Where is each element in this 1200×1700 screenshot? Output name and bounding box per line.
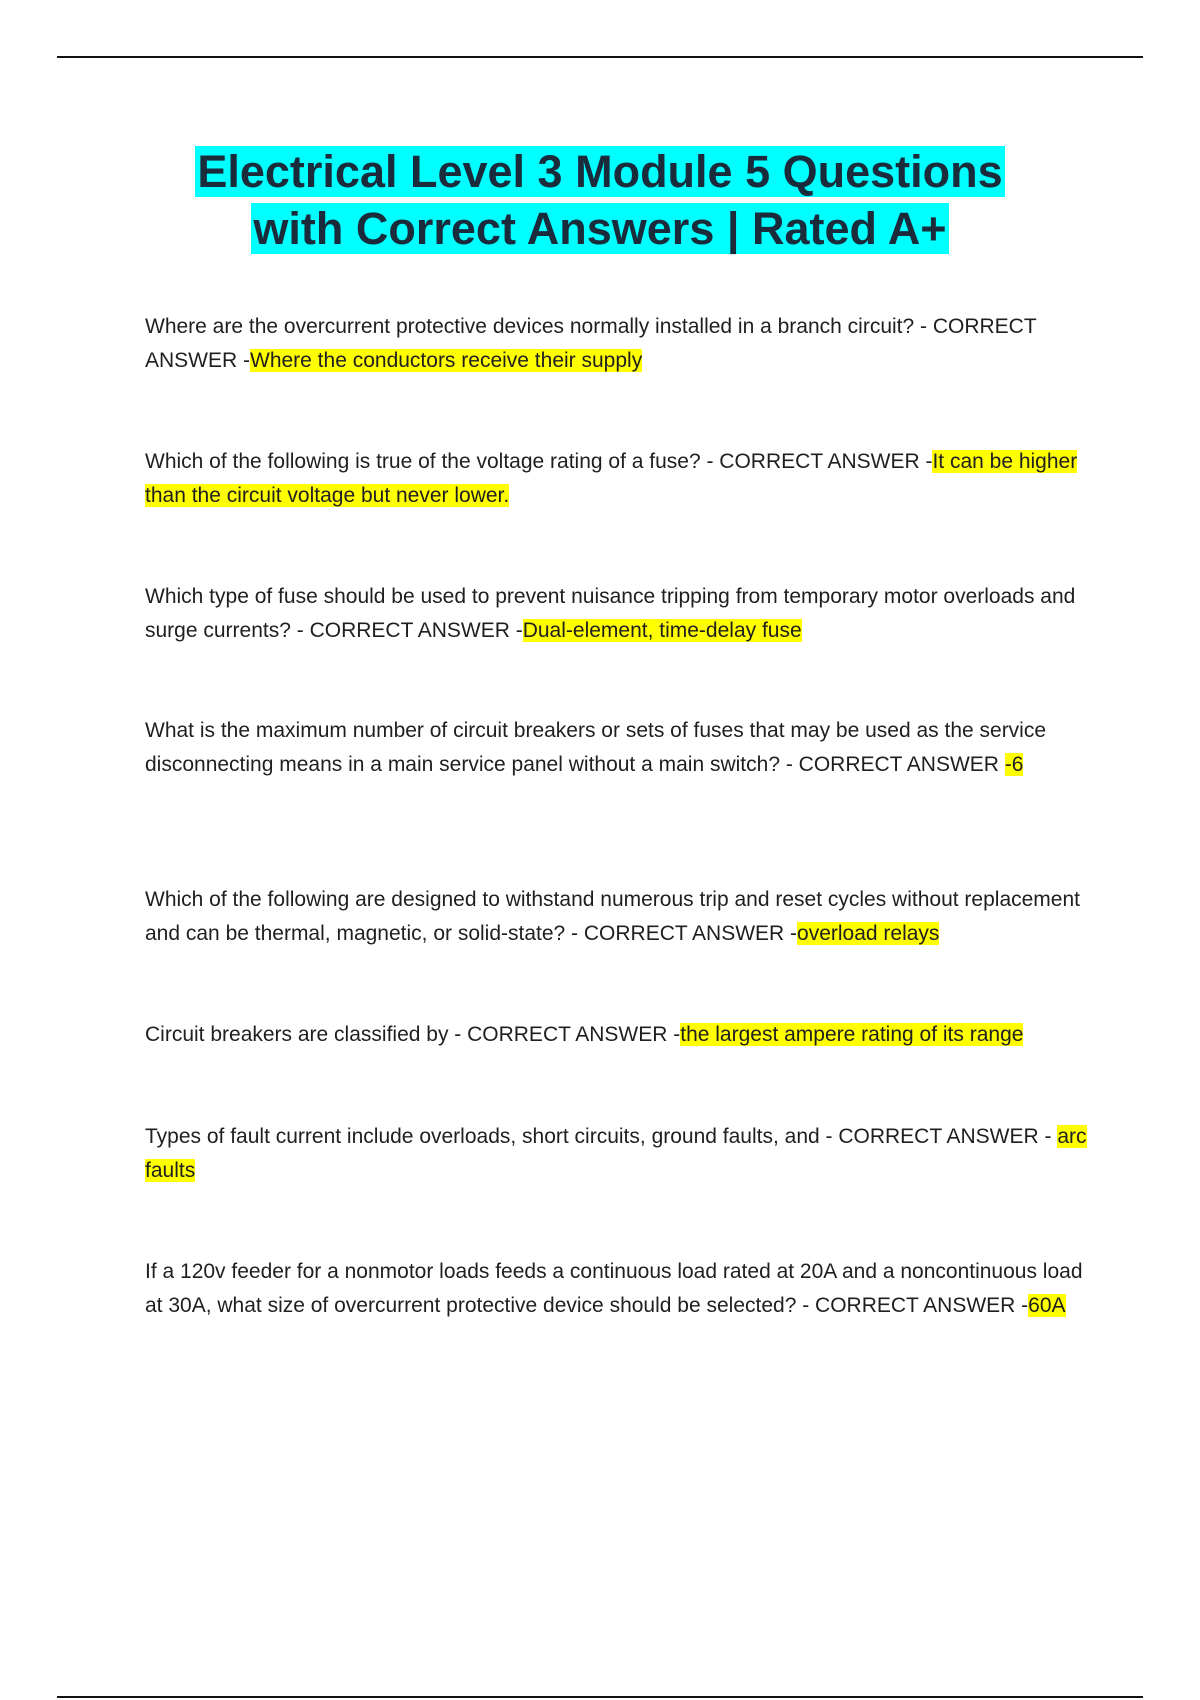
- top-rule: [57, 56, 1143, 58]
- qa-item-7: [145, 1120, 1095, 1188]
- answer-text: 60A: [1028, 1294, 1066, 1317]
- question-text: Which of the following are designed to withstand numerous trip and reset cycles without replacement and can be thermal, magnetic, or solid-state? - CORRECT ANSWER -: [145, 888, 1080, 945]
- question-text: Where are the overcurrent protective devices normally installed in a branch circuit? - CORRECT ANSWER -: [145, 315, 1037, 372]
- question-text: Circuit breakers are classified by - CORRECT ANSWER -: [145, 1023, 681, 1046]
- qa-item-1: [145, 310, 1095, 378]
- title-line-2: with Correct Answers | Rated A+: [253, 203, 947, 254]
- answer-text: -6: [1004, 753, 1024, 776]
- bottom-rule: [57, 1696, 1143, 1698]
- qa-item-2: [145, 445, 1095, 513]
- document-title: [100, 143, 1100, 257]
- answer-text: Dual-element, time-delay fuse: [522, 619, 802, 642]
- question-text: Which type of fuse should be used to prevent nuisance tripping from temporary motor overloads and surge currents? - CORRECT ANSWER -: [145, 585, 1076, 642]
- qa-item-3: [145, 580, 1095, 648]
- qa-item-4: [145, 714, 1095, 782]
- answer-text: arc faults: [145, 1125, 1087, 1182]
- qa-item-5: [145, 883, 1095, 951]
- question-text: Types of fault current include overloads, short circuits, ground faults, and - CORRECT ANSWER -: [145, 1125, 1058, 1148]
- answer-text: the largest ampere rating of its range: [680, 1023, 1024, 1046]
- question-text: What is the maximum number of circuit breakers or sets of fuses that may be used as the service disconnecting means in a main service panel without a main switch? - CORRECT ANSWER: [145, 719, 1047, 776]
- answer-text: It can be higher than the circuit voltage but never lower.: [145, 450, 1078, 507]
- question-text: If a 120v feeder for a nonmotor loads feeds a continuous load rated at 20A and a noncontinuous load at 30A, what size of overcurrent protective device should be selected? - CORRECT ANSWER -: [145, 1260, 1083, 1317]
- title-line-1: Electrical Level 3 Module 5 Questions: [197, 146, 1003, 197]
- answer-text: Where the conductors receive their supply: [250, 349, 643, 372]
- question-text: Which of the following is true of the voltage rating of a fuse? - CORRECT ANSWER -: [145, 450, 933, 473]
- qa-item-6: [145, 1018, 1095, 1052]
- answer-text: overload relays: [797, 922, 940, 945]
- qa-item-8: [145, 1255, 1095, 1323]
